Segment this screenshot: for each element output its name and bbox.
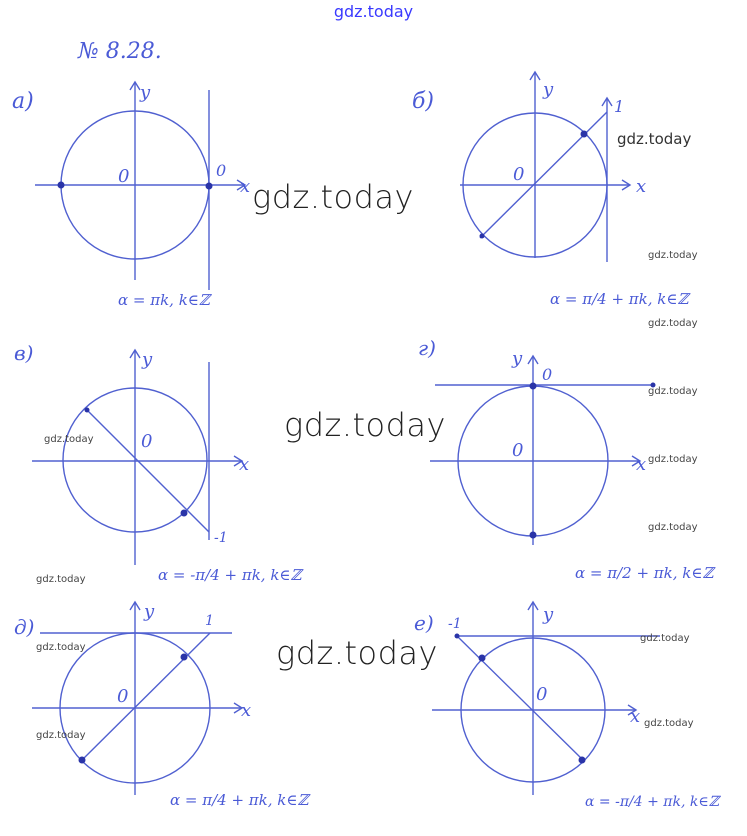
panel-v	[14, 341, 305, 584]
x-axis-label: x	[240, 176, 251, 197]
y-axis-label: y	[140, 82, 151, 103]
solution-point	[479, 655, 486, 662]
watermark-small: gdz.today	[648, 454, 698, 465]
part-label-v: в)	[14, 341, 34, 365]
x-axis-label: x	[239, 454, 250, 475]
answer-b: α = π/4 + πk, k∈ℤ	[550, 290, 689, 308]
y-axis-label: y	[512, 348, 523, 369]
x-axis-label: x	[241, 700, 252, 721]
tangent-mark: 0	[542, 365, 553, 384]
solution-point	[85, 408, 90, 413]
watermark-small: gdz.today	[36, 642, 86, 653]
watermark-large: gdz.today	[252, 178, 414, 216]
origin-label: 0	[118, 166, 130, 187]
solution-point	[530, 383, 537, 390]
part-label-d: д)	[14, 615, 35, 639]
y-axis-label: y	[144, 601, 155, 622]
answer-e: α = -π/4 + πk, k∈ℤ	[585, 794, 719, 810]
y-axis-label: y	[543, 79, 554, 100]
answer-a: α = πk, k∈ℤ	[118, 291, 210, 309]
answer-v: α = -π/4 + πk, k∈ℤ	[158, 566, 302, 584]
solution-point	[206, 183, 213, 190]
watermark-large: gdz.today	[276, 634, 438, 672]
angle-line	[457, 636, 583, 760]
panel-b	[412, 72, 691, 308]
origin-label: 0	[513, 164, 525, 185]
watermark-small: gdz.today	[648, 250, 698, 261]
watermark-large: gdz.today	[284, 406, 446, 444]
origin-label: 0	[536, 684, 548, 705]
watermark-small: gdz.today	[44, 434, 94, 445]
origin-label: 0	[117, 686, 129, 707]
part-label-b: б)	[412, 89, 435, 114]
watermark-small: gdz.today	[648, 386, 698, 397]
solution-point	[58, 182, 65, 189]
x-axis-label: x	[630, 706, 641, 727]
solution-point	[455, 634, 460, 639]
y-axis-label: y	[142, 349, 153, 370]
x-axis-label: x	[636, 454, 647, 475]
solution-point	[79, 757, 86, 764]
solution-point	[181, 510, 188, 517]
part-label-e: е)	[414, 611, 434, 635]
angle-line	[87, 410, 209, 532]
origin-label: 0	[141, 431, 153, 452]
watermark-small: gdz.today	[36, 730, 86, 741]
solution-point	[579, 757, 586, 764]
watermark-small: gdz.today	[648, 318, 698, 329]
tangent-mark: 1	[205, 613, 214, 629]
task-number: № 8.28.	[78, 39, 162, 64]
panel-a	[12, 82, 250, 309]
x-axis-label: x	[636, 176, 647, 197]
watermark-small: gdz.today	[640, 633, 690, 644]
angle-line	[80, 633, 210, 762]
watermark-small: gdz.today	[644, 718, 694, 729]
y-axis-label: y	[543, 604, 554, 625]
origin-label: 0	[512, 440, 524, 461]
tangent-mark: -1	[448, 616, 462, 632]
part-label-g: г)	[418, 336, 436, 360]
tangent-mark: 1	[614, 97, 625, 116]
solution-point	[581, 131, 588, 138]
solution-point	[530, 532, 537, 539]
solution-point	[480, 234, 485, 239]
watermark-small: gdz.today	[36, 574, 86, 585]
angle-line	[480, 112, 607, 238]
tangent-mark: 0	[216, 161, 227, 180]
answer-g: α = π/2 + πk, k∈ℤ	[575, 564, 714, 582]
part-label-a: а)	[12, 89, 34, 114]
solution-point	[181, 654, 188, 661]
tangent-mark: -1	[214, 530, 228, 546]
watermark-medium: gdz.today	[617, 130, 692, 148]
answer-d: α = π/4 + πk, k∈ℤ	[170, 791, 309, 809]
watermark-top: gdz.today	[333, 2, 414, 21]
panel-d	[14, 601, 311, 809]
watermark-small: gdz.today	[648, 522, 698, 533]
